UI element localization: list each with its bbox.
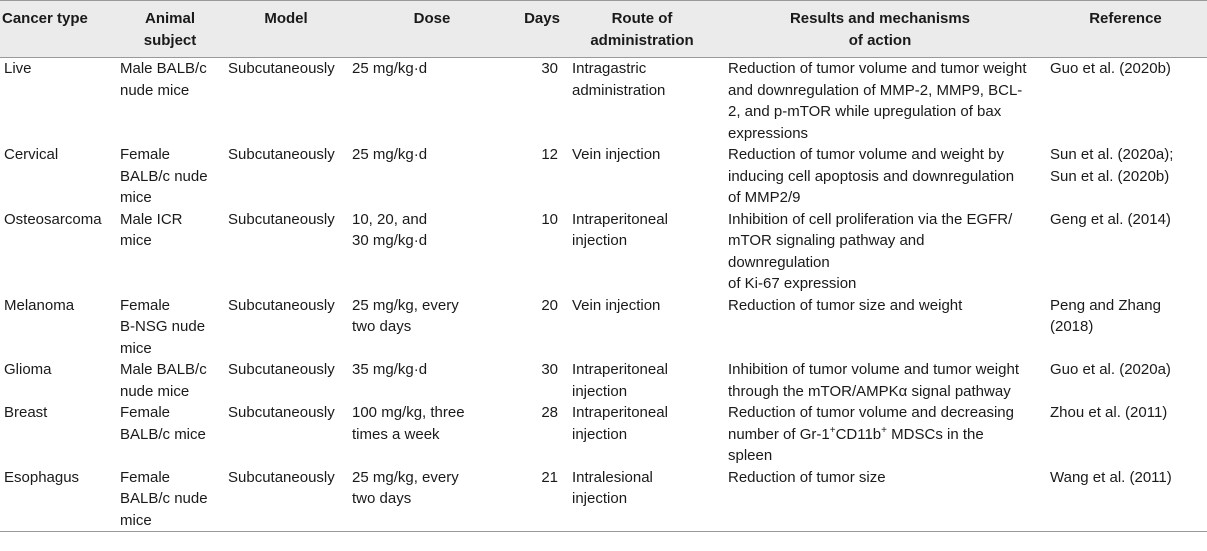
cell-model: Subcutaneously [228, 146, 335, 163]
cell-days: 20 [541, 296, 558, 314]
cell-results: Inhibition of cell proliferation via the EGFR/ mTOR signaling pathway and downregulation of Ki-67 expression [728, 210, 1013, 292]
cell-route: Intraperitoneal injection [572, 404, 668, 443]
cell-model: Subcutaneously [228, 361, 335, 378]
cell-dose: 10, 20, and 30 mg/kg·d [352, 210, 428, 249]
header-model: Model [224, 1, 348, 58]
superscript-plus: + [881, 424, 887, 436]
cell-animal-subject: Female BALB/c nude mice [116, 467, 224, 532]
table-row [0, 58, 1207, 145]
cell-cancer-type: Melanoma [4, 296, 75, 314]
cell-model: Subcutaneously [228, 60, 335, 77]
table-row [0, 144, 1207, 209]
cell-cancer-type: Glioma [4, 361, 52, 378]
cell-cancer-type: Osteosarcoma [4, 210, 102, 228]
cell-cancer-type: Esophagus [0, 467, 116, 532]
header-animal-subject: Animal subject [116, 1, 224, 58]
cell-dose: 25 mg/kg·d [352, 146, 428, 163]
cell-model: Subcutaneously [228, 210, 335, 228]
cell-days: 21 [516, 467, 568, 532]
header-results: Results and mechanisms of action [716, 1, 1044, 58]
cell-reference: Geng et al. (2014) [1050, 210, 1171, 228]
superscript-plus: + [829, 424, 836, 436]
cell-model: Subcutaneously [228, 404, 335, 421]
cell-dose: 25 mg/kg, every two days [348, 467, 516, 532]
cell-reference: Wang et al. (2011) [1044, 467, 1207, 532]
table-row [0, 402, 1207, 467]
header-days: Days [516, 1, 568, 58]
cell-results: Inhibition of tumor volume and tumor weight through the mTOR/AMPKα signal pathway [728, 361, 1019, 400]
cell-reference: Sun et al. (2020a); Sun et al. (2020b) [1050, 146, 1174, 185]
cell-animal-subject: Female BALB/c nude mice [120, 146, 208, 206]
cell-days: 28 [541, 404, 558, 421]
cell-results: Reduction of tumor volume and tumor weight and downregulation of MMP-2, MMP9, BCL- 2, and p-mTOR while upregulation of bax expressions [728, 60, 1027, 142]
cell-reference: Peng and Zhang (2018) [1050, 296, 1161, 335]
cell-dose: 25 mg/kg, every two days [352, 296, 459, 335]
cell-reference: Zhou et al. (2011) [1050, 404, 1168, 421]
table-header-row [0, 1, 1207, 58]
cell-results: Reduction of tumor size and weight [728, 296, 963, 314]
cell-reference: Guo et al. (2020a) [1050, 361, 1171, 378]
cell-results: Reduction of tumor volume and weight by inducing cell apoptosis and downregulation of MMP2/9 [728, 146, 1015, 206]
cell-days: 30 [541, 361, 558, 378]
cell-animal-subject: Male BALB/c nude mice [120, 60, 207, 99]
results-text-pre: Reduction of tumor volume and decreasing number of Gr-1 [728, 404, 1014, 443]
cell-results [716, 402, 1044, 467]
table-row [0, 209, 1207, 295]
table-row [0, 467, 1207, 532]
cell-route: Intralesional injection [568, 467, 716, 532]
cell-reference: Guo et al. (2020b) [1050, 60, 1171, 77]
results-text-post: MDSCs in the spleen [728, 425, 984, 464]
cell-dose: 35 mg/kg·d [352, 361, 428, 378]
cell-route: Intraperitoneal injection [572, 210, 668, 249]
header-cancer-type: Cancer type [0, 1, 116, 58]
cell-route: Intraperitoneal injection [572, 361, 668, 400]
cell-cancer-type: Live [4, 60, 32, 77]
cell-route: Vein injection [572, 146, 661, 163]
cell-animal-subject: Female B-NSG nude mice [120, 296, 206, 357]
cell-animal-subject: Female BALB/c mice [120, 404, 206, 443]
cell-dose: 25 mg/kg·d [352, 60, 428, 77]
cell-days: 12 [541, 146, 558, 163]
results-text-mid: CD11b [835, 425, 882, 443]
header-route: Route of administration [568, 1, 716, 58]
cell-animal-subject: Male BALB/c nude mice [120, 361, 207, 400]
cell-animal-subject: Male ICR mice [120, 210, 183, 249]
cell-dose: 100 mg/kg, three times a week [352, 404, 465, 443]
header-dose: Dose [348, 1, 516, 58]
cell-results: Reduction of tumor size [716, 467, 1044, 532]
cell-route: Vein injection [572, 296, 661, 314]
cell-days: 10 [541, 210, 558, 228]
header-reference: Reference [1044, 1, 1207, 58]
cell-days: 30 [541, 60, 558, 77]
cell-model: Subcutaneously [228, 296, 335, 314]
cell-model: Subcutaneously [224, 467, 348, 532]
table-row [0, 359, 1207, 402]
cell-route: Intragastric administration [572, 60, 666, 99]
table-row [0, 295, 1207, 360]
cell-cancer-type: Breast [4, 404, 48, 421]
cell-cancer-type: Cervical [4, 146, 59, 163]
